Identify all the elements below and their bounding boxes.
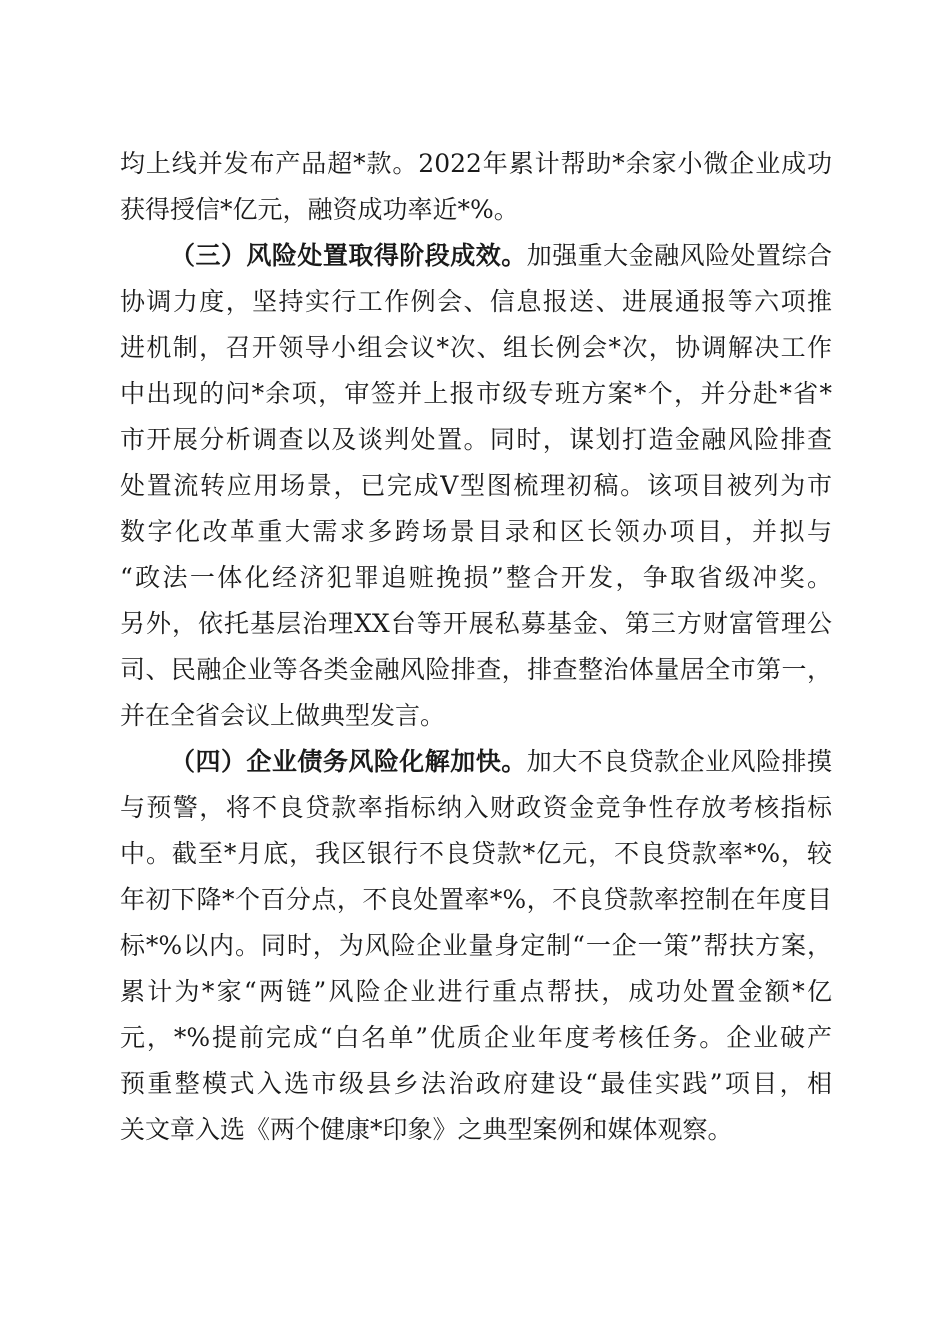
paragraph-1-line-1: 均上线并发布产品超*款。2022年累计帮助*余家小微企业成功 (120, 149, 832, 178)
paragraph-3-line: 累计为*家“两链”风险企业进行重点帮扶，成功处置金额*亿 (120, 977, 832, 1006)
paragraph-2-line: 市开展分析调查以及谈判处置。同时，谋划打造金融风险排查 (120, 425, 832, 454)
paragraph-3-line: 预重整模式入选市级县乡法治政府建设“最佳实践”项目，相 (120, 1069, 832, 1098)
paragraph-2-line: “政法一体化经济犯罪追赃挽损”整合开发，争取省级冲奖。 (120, 563, 832, 592)
paragraph-2-line: 进机制，召开领导小组会议*次、组长例会*次，协调解决工作 (120, 333, 832, 362)
section-heading-3: （三）风险处置取得阶段成效。 (170, 241, 527, 270)
paragraph-2-line: 处置流转应用场景，已完成V型图梳理初稿。该项目被列为市 (120, 471, 832, 500)
paragraph-3-line: 元，*%提前完成“白名单”优质企业年度考核任务。企业破产 (120, 1023, 832, 1052)
paragraph-2-first-line-text: 加强重大金融风险处置综合 (526, 241, 832, 270)
paragraph-3-line: 与预警，将不良贷款率指标纳入财政资金竞争性存放考核指标 (120, 793, 832, 822)
paragraph-2-line: 另外，依托基层治理XX台等开展私募基金、第三方财富管理公 (120, 609, 832, 638)
paragraph-2-line: 司、民融企业等各类金融风险排查，排查整治体量居全市第一， (120, 655, 832, 684)
paragraph-1-line-2: 获得授信*亿元，融资成功率近*%。 (120, 195, 519, 224)
paragraph-2-first-line (170, 236, 832, 276)
section-heading-4: （四）企业债务风险化解加快。 (170, 747, 527, 776)
paragraph-2-line: 协调力度，坚持实行工作例会、信息报送、进展通报等六项推 (120, 287, 832, 316)
paragraph-3-line: 标*%以内。同时，为风险企业量身定制“一企一策”帮扶方案， (120, 931, 832, 960)
paragraph-2-line: 中出现的问*余项，审签并上报市级专班方案*个，并分赴*省* (120, 379, 832, 408)
paragraph-3-line: 中。截至*月底，我区银行不良贷款*亿元，不良贷款率*%，较 (120, 839, 832, 868)
paragraph-2-line: 数字化改革重大需求多跨场景目录和区长领办项目，并拟与 (120, 517, 832, 546)
paragraph-3-line: 年初下降*个百分点，不良处置率*%，不良贷款率控制在年度目 (120, 885, 832, 914)
paragraph-3-line: 关文章入选《两个健康*印象》之典型案例和媒体观察。 (120, 1115, 733, 1144)
paragraph-3-first-line (170, 742, 832, 782)
paragraph-2-line: 并在全省会议上做典型发言。 (120, 701, 446, 730)
paragraph-3-first-line-text: 加大不良贷款企业风险排摸 (526, 747, 832, 776)
